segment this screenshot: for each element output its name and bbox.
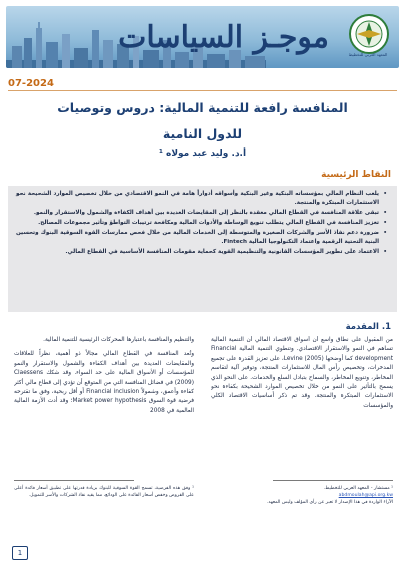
body-column-left bbox=[14, 336, 194, 472]
key-point-item: • تبقى علاقة المنافسة في القطاع المالي معقدة بالنظر إلى المقايضات العديدة بين أهداف الكفاءة والشمول والاستقرار والنمو. bbox=[16, 209, 387, 218]
logo-caption: المعهد العربي للتخطيط bbox=[348, 52, 388, 57]
footnotes-right bbox=[211, 485, 393, 506]
page-number: 1 bbox=[12, 546, 28, 560]
issue-number: 07-2024 bbox=[8, 78, 54, 89]
header-banner bbox=[6, 6, 399, 68]
key-point-item: • الاعتماد على تطوير المؤسسات القانونية والتنظيمية القوية كحماية مقومات المنافسة الأساسية في القطاع المالي. bbox=[16, 248, 387, 257]
body-paragraph: من المقبول على نطاق واسع أن أسواق الاقتصاد المالي أن التنمية المالية تساهم في النمو والاستقرار الاقتصادي. وتنطوي التنمية المالية Financial development كما أوضحها Levine (2005)، على تعزيز القدرة على تجميع المدخرات، وتخصيص رأس المال للاستثمارات المنتجة، وتوفير آلية لتقاسم المخاطر، وتنويع المخاطر، والسماح بتبادل السلع والخدمات. على النحو الذي يسمح بالتأثير على النمو من خلال تخصيص الموارد الشحيحة بكفاءة نحو الاستثمارات المبتكرة والمنتجة. وقد تم ذكر أساسيات الاقتصاد الكلي والمؤسسات bbox=[211, 337, 393, 409]
body-column-right bbox=[211, 336, 393, 472]
body-paragraph: والتنظيم والمنافسة باعتبارها المحركات الرئيسية للتنمية المالية. bbox=[43, 337, 194, 343]
brief-title-line-2: للدول النامية bbox=[162, 126, 243, 141]
brief-series-title: موجـز السياسات bbox=[118, 20, 329, 55]
footnote: ¹ مستشار - المعهد العربي للتخطيط. bbox=[323, 486, 393, 491]
body-paragraph: وتُعد المنافسة في القطاع المالي مجالاً ذو أهمية، نظراً للعلاقات والمقايضات العديدة بين أهداف الكفاءة والشمول والاستقرار والنمو للمؤسسات أو الأسواق المالية على حد السواء. وقد شكك Claessens (2009) في فضائل المنافسة التي من المتوقع أن تؤدي إلى قطاع مالي أكثر كفاءة وأعمق، وشمولاً Financial inclusion أو أقل ربحية، وفق ما تقترحه فرضية قوة السوق Market power hypothesis؛ وقد أدت الأزمة المالية العالمية في 2008 bbox=[14, 351, 194, 414]
footnote-divider-left bbox=[14, 480, 134, 481]
footnote: الآراء الواردة في هذا الإصدار لا تعبر عن رأي المؤلف وليس المعهد. bbox=[266, 500, 393, 505]
section-heading-introduction: 1. المقدمة bbox=[345, 322, 391, 332]
key-points-heading: النقاط الرئيسية bbox=[321, 170, 391, 180]
key-point-item: • تعزيز المنافسة في القطاع المالي يتطلب تنويع الوساطة والأدوات المالية ومكافحة ترتيبات التواطؤ وتأثير مجموعات المصالح. bbox=[16, 219, 387, 228]
author-email-link[interactable]: abdmoulah@api.org.kw bbox=[338, 493, 393, 498]
key-points-list bbox=[8, 186, 397, 262]
footnotes-left bbox=[14, 485, 194, 499]
footnote-divider-right bbox=[273, 480, 393, 481]
key-point-item: • ضرورة دعم نفاذ الأسر والشركات الصغيرة والمتوسطة إلى الخدمات المالية من خلال فحص ممارسات القوة السوقية البنوك وتحسين البنية التحتية الرقمية واعتماد التكنولوجيا المالية Fintech. bbox=[16, 229, 387, 246]
header-divider bbox=[8, 90, 397, 91]
key-points-box bbox=[8, 186, 397, 312]
author-name: أ.د. وليد عبد مولاه ¹ bbox=[158, 149, 247, 159]
footnote: ¹ وفق هذه الفرضية، تسمح القوة السوقية للبنوك بزيادة قدرتها على تطبيق أسعار فائدة أعلى على القروض وخفض أسعار الفائدة على الودائع، مما يقيد نفاذ الشركات والأسر للتمويل. bbox=[14, 486, 194, 498]
brief-title-line-1: المنافسة رافعة للتنمية المالية: دروس وتوصيات bbox=[57, 100, 348, 115]
key-point-item: • يلعب النظام المالي بمؤسساته البنكية وغير البنكية وأسواقه أدواراً هامة في النمو الاقتصادي من خلال تخصيص الموارد الشحيحة نحو الاستثمارات المبتكرة والمنتجة. bbox=[16, 190, 387, 207]
